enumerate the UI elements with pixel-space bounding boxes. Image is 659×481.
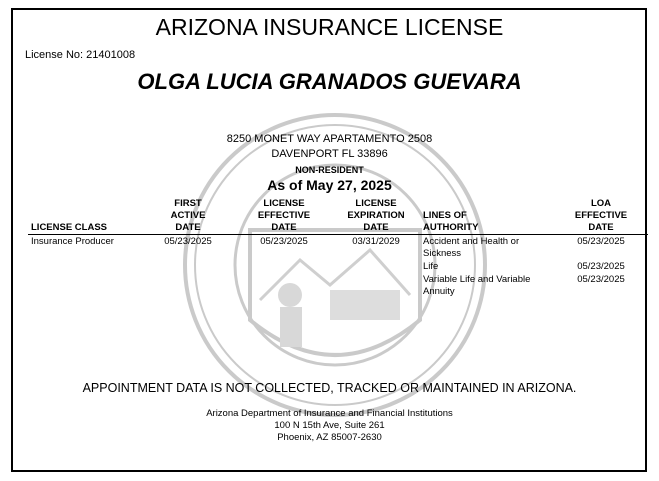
address-line-1: 8250 MONET WAY APARTAMENTO 2508: [226, 133, 433, 145]
appointment-notice: APPOINTMENT DATA IS NOT COLLECTED, TRACKED OR MAINTAINED IN ARIZONA.: [82, 381, 577, 395]
loa-accident-health-date: 05/23/2025: [577, 236, 625, 247]
license-class-value: Insurance Producer: [31, 236, 114, 247]
footer-street: 100 N 15th Ave, Suite 261: [274, 420, 385, 431]
license-number: License No: 21401008: [25, 49, 136, 61]
header-lines-of-authority: LINES OF AUTHORITY: [423, 210, 479, 233]
licensee-name: OLGA LUCIA GRANADOS GUEVARA: [137, 69, 522, 94]
footer-city: Phoenix, AZ 85007-2630: [277, 432, 382, 443]
address-line-2: DAVENPORT FL 33896: [271, 148, 388, 160]
first-active-date-value: 05/23/2025: [164, 236, 212, 247]
loa-life: Life: [423, 261, 439, 272]
license-expiration-date-value: 03/31/2029: [352, 236, 400, 247]
license-effective-date-value: 05/23/2025: [260, 236, 308, 247]
header-loa-effective-date: LOA EFFECTIVE DATE: [574, 198, 628, 233]
loa-variable-life-annuity: Variable Life and Variable Annuity: [423, 274, 531, 297]
header-divider: [28, 234, 648, 235]
header-license-class: LICENSE CLASS: [31, 222, 108, 233]
header-first-active-date: FIRST ACTIVE DATE: [170, 198, 206, 233]
residency-status: NON-RESIDENT: [295, 165, 364, 175]
as-of-date: As of May 27, 2025: [267, 177, 392, 193]
loa-variable-life-annuity-date: 05/23/2025: [577, 274, 625, 285]
header-license-effective-date: LICENSE EFFECTIVE DATE: [257, 198, 311, 233]
loa-accident-health: Accident and Health or Sickness: [423, 236, 520, 259]
loa-life-date: 05/23/2025: [577, 261, 625, 272]
header-license-expiration-date: LICENSE EXPIRATION DATE: [347, 198, 405, 233]
footer-org: Arizona Department of Insurance and Financial Institutions: [206, 408, 453, 419]
document-title: ARIZONA INSURANCE LICENSE: [155, 14, 504, 40]
